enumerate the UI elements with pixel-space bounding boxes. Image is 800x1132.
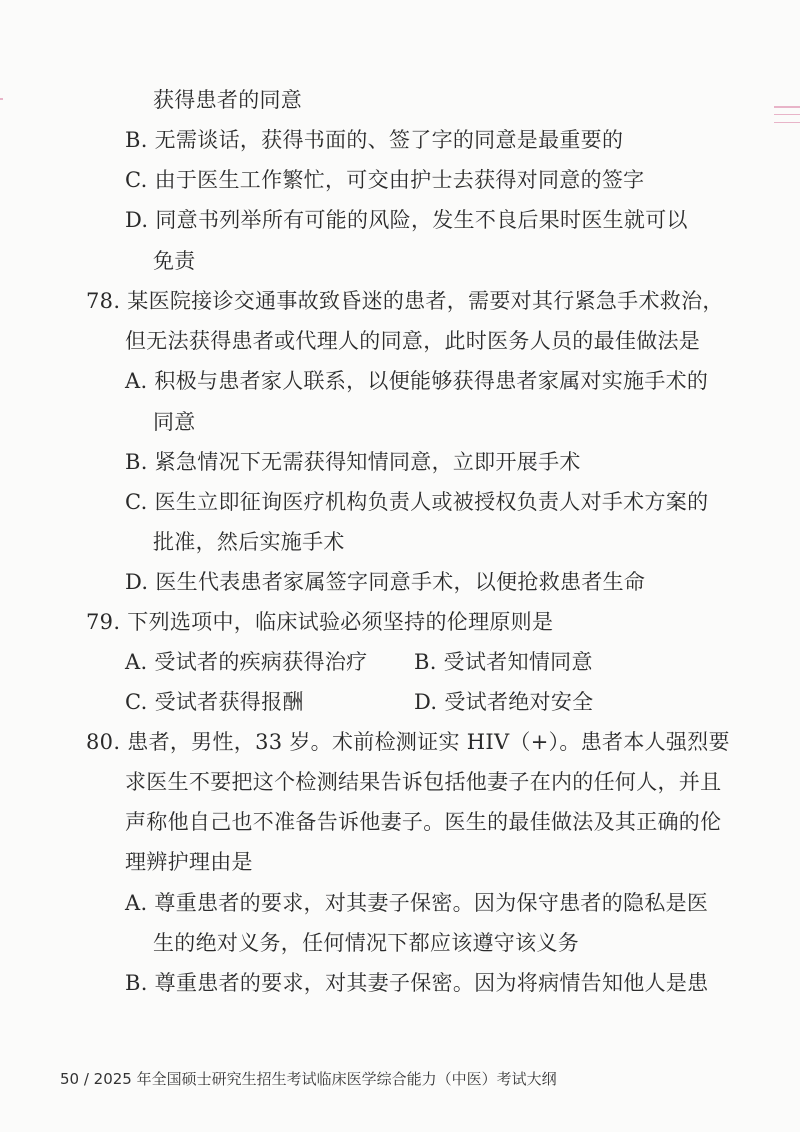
edge-mark-right-2 [774,114,800,115]
option-line: C. 受试者获得报酬 [125,690,304,714]
text-line: 获得患者的同意 [153,88,303,112]
text-line: 但无法获得患者或代理人的同意，此时医务人员的最佳做法是 [125,329,701,353]
text-line: 生的绝对义务，任何情况下都应该遵守该义务 [153,931,579,955]
option-line: A. 积极与患者家人联系，以便能够获得患者家属对实施手术的 [125,369,709,393]
edge-mark-right-3 [774,122,800,123]
option-line: D. 同意书列举所有可能的风险，发生不良后果时医生就可以 [125,208,688,232]
option-line: A. 受试者的疾病获得治疗 [125,650,368,674]
text-line: 同意 [153,410,196,434]
option-line: B. 受试者知情同意 [414,650,593,674]
question-line: 79. 下列选项中，临床试验必须坚持的伦理原则是 [86,610,554,634]
option-line: B. 无需谈话，获得书面的、签了字的同意是最重要的 [125,128,624,152]
text-line: 理辨护理由是 [125,850,253,874]
edge-mark-left [0,98,3,100]
option-line: C. 医生立即征询医疗机构负责人或被授权负责人对手术方案的 [125,490,709,514]
question-line: 78. 某医院接诊交通事故致昏迷的患者，需要对其行紧急手术救治， [86,289,724,313]
option-line: D. 医生代表患者家属签字同意手术，以便抢救患者生命 [125,570,646,594]
option-line: D. 受试者绝对安全 [414,690,594,714]
text-line: 免责 [153,249,196,273]
text-line: 批准，然后实施手术 [153,530,345,554]
option-line: C. 由于医生工作繁忙，可交由护士去获得对同意的签字 [125,168,645,192]
text-line: 求医生不要把这个检测结果告诉包括他妻子在内的任何人，并且 [125,770,722,794]
question-line: 80. 患者，男性，33 岁。术前检测证实 HIV（+）。患者本人强烈要 [86,730,730,754]
text-line: 声称他自己也不准备告诉他妻子。医生的最佳做法及其正确的伦 [125,810,722,834]
page-footer: 50 / 2025 年全国硕士研究生招生考试临床医学综合能力（中医）考试大纲 [60,1070,557,1088]
edge-mark-right-1 [774,106,800,108]
option-line: B. 紧急情况下无需获得知情同意，立即开展手术 [125,450,581,474]
option-line: B. 尊重患者的要求，对其妻子保密。因为将病情告知他人是患 [125,971,709,995]
option-line: A. 尊重患者的要求，对其妻子保密。因为保守患者的隐私是医 [125,891,709,915]
